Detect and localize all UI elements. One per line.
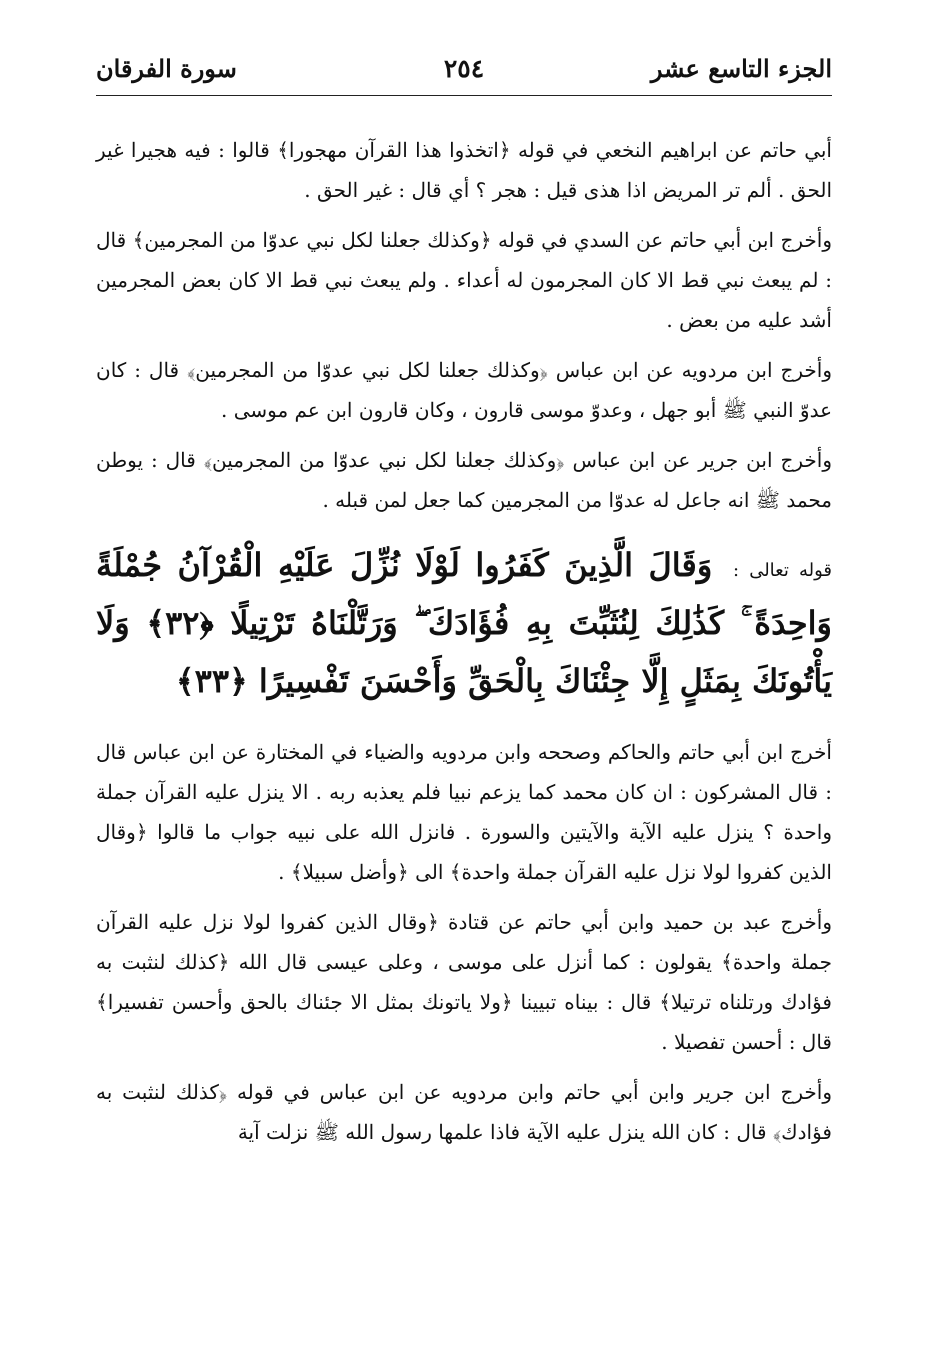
paragraph: وأخرج ابن جرير عن ابن عباس ﴿وكذلك جعلنا لكل نبي عدوّا من المجرمين﴾ قال : يوطن محمد ﷺ انه جاعل له عدوّا من المجرمين كما جعل لمن قبله . <box>96 448 832 512</box>
paragraph: أخرج ابن أبي حاتم والحاكم وصححه وابن مردويه والضياء في المختارة عن ابن عباس قال : قال المشركون : ان كان محمد كما يزعم نبيا فلم يعذبه ربه . الا ينزل عليه القرآن جملة واحدة ؟ ينزل عليه الآية والآيتين والسورة . فانزل الله على نبيه جواب ما قالوا ﴿وقال الذين كفروا لولا نزل عليه القرآن جملة واحدة﴾ الى ﴿وأضل سبيلا﴾ . <box>96 740 832 884</box>
paragraph: وأخرج ابن أبي حاتم عن السدي في قوله ﴿وكذلك جعلنا لكل نبي عدوّا من المجرمين﴾ قال : لم يبعث نبي قط الا كان المجرمون له أعداء . ولم يبعث نبي قط الا كان بعض المجرمين أشد عليه من بعض . <box>96 228 832 332</box>
header-rule <box>96 95 832 96</box>
paragraph: وأخرج عبد بن حميد وابن أبي حاتم عن قتادة ﴿وقال الذين كفروا لولا نزل عليه القرآن جملة واحدة﴾ يقولون : كما أنزل على موسى ، وعلى عيسى قال الله ﴿كذلك لنثبت به فؤادك ورتلناه ترتيلا﴾ قال : بيناه تبيينا ﴿ولا ياتونك بمثل الا جئناك بالحق وأحسن تفسيرا﴾ قال : أحسن تفصيلا . <box>96 910 832 1054</box>
verse-text: وَقَالَ الَّذِينَ كَفَرُوا لَوْلَا نُزِّلَ عَلَيْهِ الْقُرْآنُ جُمْلَةً وَاحِدَةً ۚ كَذَٰلِكَ لِنُثَبِّتَ بِهِ فُؤَادَكَ ۖ وَرَتَّلْنَاهُ تَرْتِيلًا ﴿٣٢﴾ وَلَا يَأْتُونَكَ بِمَثَلٍ إِلَّا جِئْنَاكَ بِالْحَقِّ وَأَحْسَنَ تَفْسِيرًا ﴿٣٣﴾ <box>96 546 832 700</box>
paragraph: وأخرج ابن مردويه عن ابن عباس ﴿وكذلك جعلنا لكل نبي عدوّا من المجرمين﴾ قال : كان عدوّ النبي ﷺ أبو جهل ، وعدوّ موسى قارون ، وكان قارون ابن عم موسى . <box>96 358 832 422</box>
quran-verse-block <box>96 536 832 710</box>
paragraph: أبي حاتم عن ابراهيم النخعي في قوله ﴿اتخذوا هذا القرآن مهجورا﴾ قالوا : فيه هجيرا غير الحق . ألم تر المريض اذا هذى قيل : هجر ؟ أي قال : غير الحق . <box>96 138 832 202</box>
juz-title: الجزء التاسع عشر <box>650 54 832 83</box>
paragraph: وأخرج ابن جرير وابن أبي حاتم وابن مردويه عن ابن عباس في قوله ﴿كذلك لنثبت به فؤادك﴾ قال : كان الله ينزل عليه الآية فاذا علمها رسول الله ﷺ نزلت آية <box>96 1080 832 1144</box>
page-number: ٢٥٤ <box>443 54 485 83</box>
verse-label: قوله تعالى : <box>733 560 833 581</box>
page-body <box>96 130 832 1152</box>
page-header <box>96 46 832 96</box>
surah-title: سورة الفرقان <box>96 54 237 83</box>
